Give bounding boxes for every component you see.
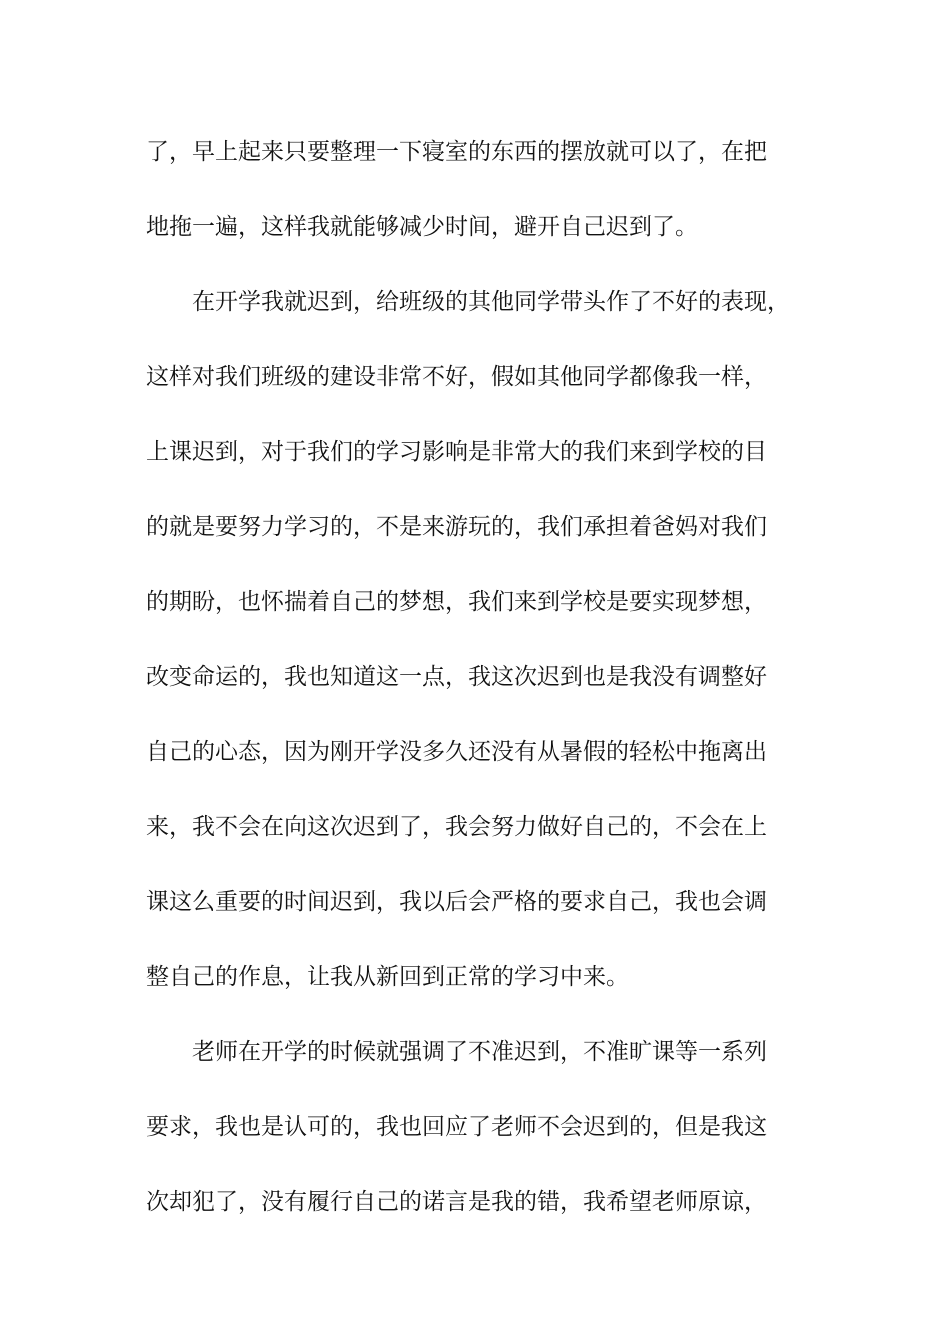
- paragraph-start-line: 老师在开学的时候就强调了不准迟到，不准旷课等一系列: [192, 1039, 767, 1065]
- text-line: 了，早上起来只要整理一下寝室的东西的摆放就可以了，在把: [146, 139, 767, 165]
- text-line: 次却犯了，没有履行自己的诺言是我的错，我希望老师原谅，: [146, 1189, 767, 1215]
- text-line: 地拖一遍，这样我就能够减少时间，避开自己迟到了。: [146, 214, 698, 240]
- text-line: 来，我不会在向这次迟到了，我会努力做好自己的，不会在上: [146, 814, 767, 840]
- document-body: [146, 130, 836, 1255]
- text-line: 要求，我也是认可的，我也回应了老师不会迟到的，但是我这: [146, 1114, 767, 1140]
- text-line: 改变命运的，我也知道这一点，我这次迟到也是我没有调整好: [146, 664, 767, 690]
- text-line: 课这么重要的时间迟到，我以后会严格的要求自己，我也会调: [146, 889, 767, 915]
- text-line: 这样对我们班级的建设非常不好，假如其他同学都像我一样，: [146, 364, 767, 390]
- text-line: 的就是要努力学习的，不是来游玩的，我们承担着爸妈对我们: [146, 514, 767, 540]
- text-line: 上课迟到，对于我们的学习影响是非常大的我们来到学校的目: [146, 439, 767, 465]
- text-line: 的期盼，也怀揣着自己的梦想，我们来到学校是要实现梦想，: [146, 589, 767, 615]
- text-line: 整自己的作息，让我从新回到正常的学习中来。: [146, 964, 629, 990]
- text-line: 自己的心态，因为刚开学没多久还没有从暑假的轻松中拖离出: [146, 739, 767, 765]
- paragraph-start-line: 在开学我就迟到，给班级的其他同学带头作了不好的表现，: [192, 289, 790, 315]
